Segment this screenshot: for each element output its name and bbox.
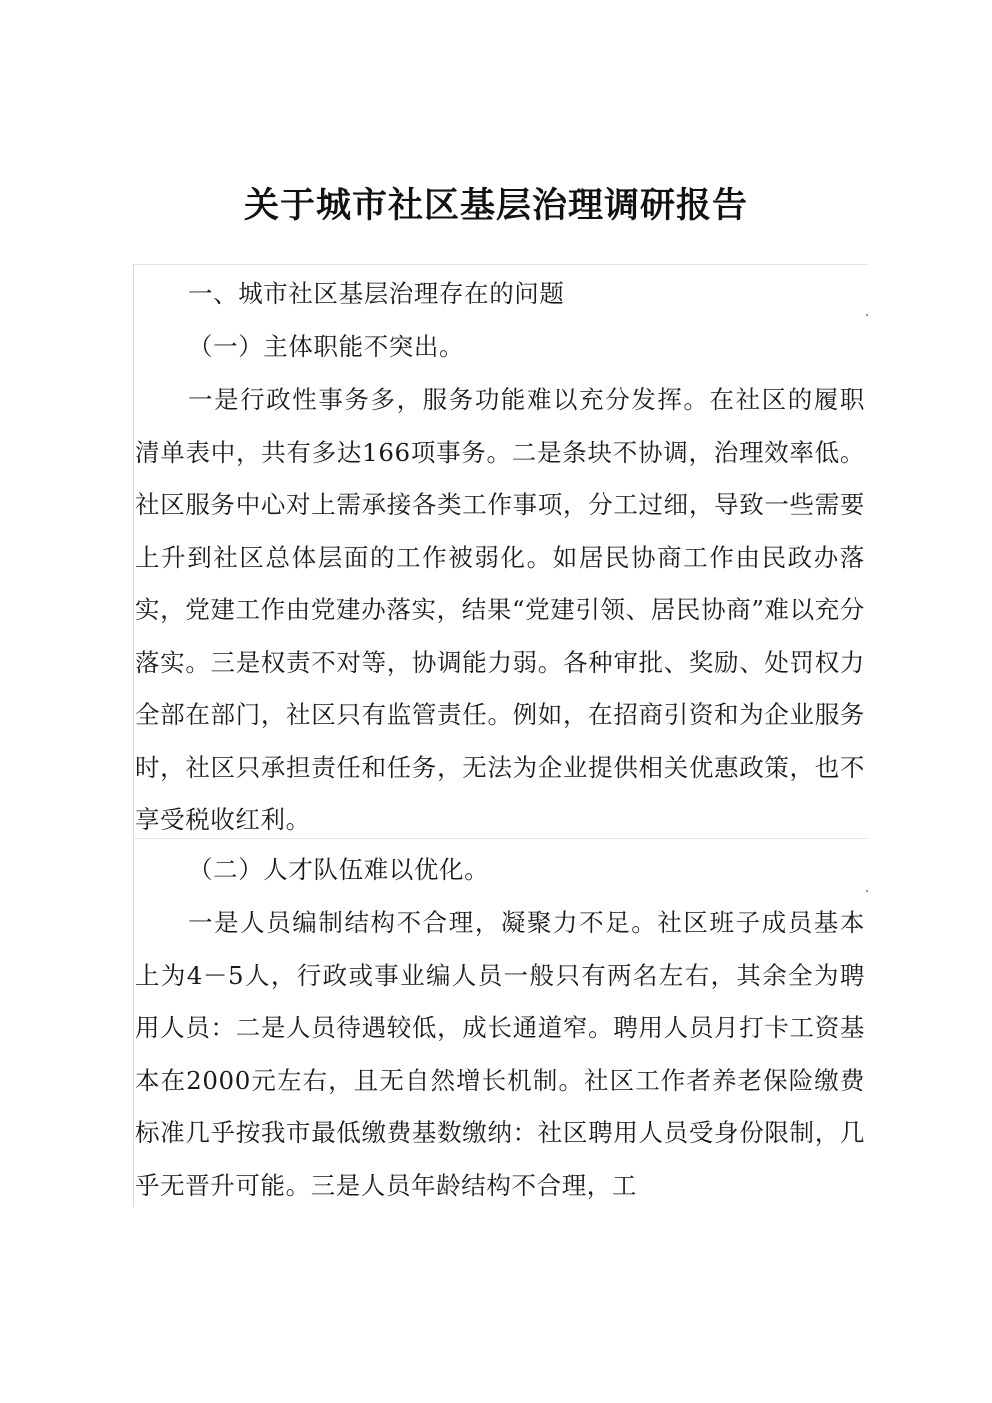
- subsection-heading: （一）主体职能不突出。: [188, 332, 465, 361]
- margin-mark: [866, 890, 868, 892]
- section-heading: 一、城市社区基层治理存在的问题: [188, 279, 565, 308]
- body-paragraph: 一是行政性事务多，服务功能难以充分发挥。在社区的履职清单表中，共有多达166项事务。二是条块不协调，治理效率低。社区服务中心对上需承接各类工作事项，分工过细，导致一些需要上升到社区总体层面的工作被弱化。如居民协商工作由民政办落实，党建工作由党建办落实，结果“党建引领、居民协商”难以充分落实。三是权责不对等，协调能力弱。各种审批、奖励、处罚权力全部在部门，社区只有监管责任。例如，在招商引资和为企业服务时，社区只承担责任和任务，无法为企业提供相关优惠政策，也不享受税收红利。: [135, 385, 865, 834]
- document-title: 关于城市社区基层治理调研报告: [243, 185, 748, 226]
- body-paragraph: 一是人员编制结构不合理，凝聚力不足。社区班子成员基本上为4－5人，行政或事业编人员一般只有两名左右，其余全为聘用人员：二是人员待遇较低，成长通道窄。聘用人员月打卡工资基本在2000元左右，且无自然增长机制。社区工作者养老保险缴费标准几乎按我市最低缴费基数缴纳：社区聘用人员受身份限制，几乎无晋升可能。三是人员年龄结构不合理，工: [135, 908, 865, 1200]
- margin-mark: [866, 314, 868, 316]
- subsection-heading: （二）人才队伍难以优化。: [188, 855, 490, 884]
